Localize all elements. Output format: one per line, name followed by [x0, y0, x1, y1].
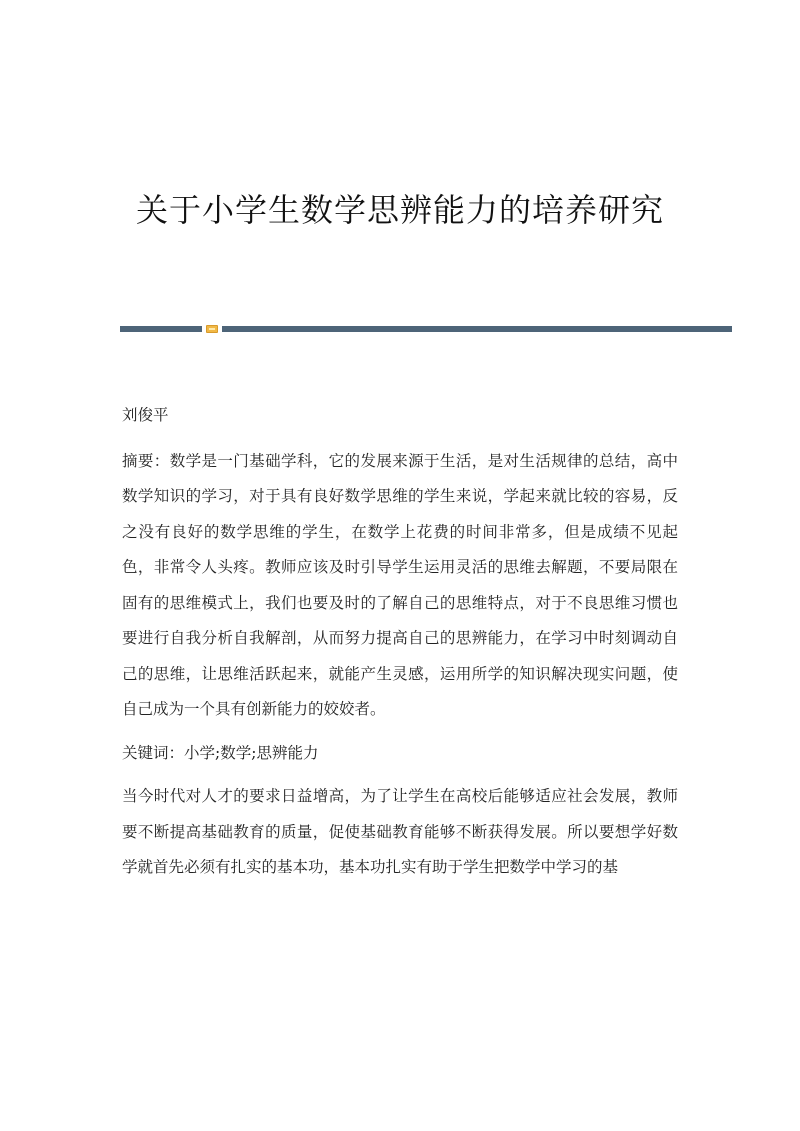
- document-body: [122, 398, 678, 894]
- divider-ornament-icon: [206, 325, 218, 333]
- body-paragraph: 当今时代对人才的要求日益增高，为了让学生在高校后能够适应社会发展，教师要不断提高基础教育的质量，促使基础教育能够不断获得发展。所以要想学好数学就首先必须有扎实的基本功，基本功扎实有助于学生把数学中学习的基: [122, 787, 678, 876]
- title-divider: [120, 325, 732, 333]
- keywords-line: 关键词：小学;数学;思辨能力: [122, 743, 319, 762]
- abstract-paragraph: 摘要：数学是一门基础学科，它的发展来源于生活，是对生活规律的总结，高中数学知识的学习，对于具有良好数学思维的学生来说，学起来就比较的容易，反之没有良好的数学思维的学生，在数学上花费的时间非常多，但是成绩不见起色，非常令人头疼。教师应该及时引导学生运用灵活的思维去解题，不要局限在固有的思维模式上，我们也要及时的了解自己的思维特点，对于不良思维习惯也要进行自我分析自我解剖，从而努力提高自己的思辨能力，在学习中时刻调动自己的思维，让思维活跃起来，就能产生灵感，运用所学的知识解决现实问题，使自己成为一个具有创新能力的姣姣者。: [122, 451, 678, 718]
- document-title: 关于小学生数学思辨能力的培养研究: [135, 191, 664, 229]
- divider-bar-right: [222, 326, 732, 332]
- divider-bar-left: [120, 326, 202, 332]
- author-name: 刘俊平: [122, 406, 169, 424]
